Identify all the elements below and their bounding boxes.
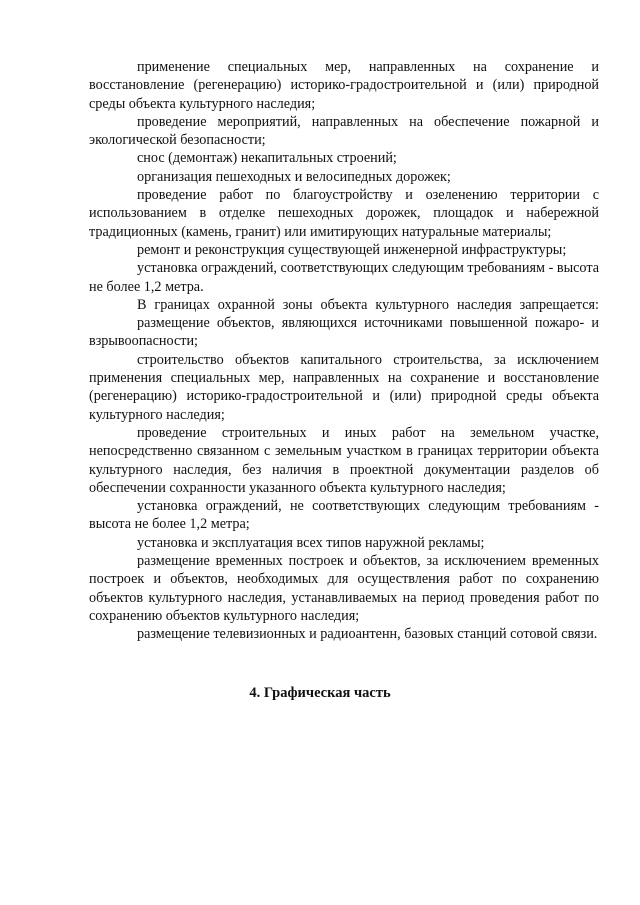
paragraph-advertising: установка и эксплуатация всех типов наружной рекламы; (137, 534, 485, 551)
paragraph-fences-allowed: установка ограждений, соответствующих следующим требованиям - высота не более 1,2 метра. (89, 260, 599, 295)
paragraph-demolition: снос (демонтаж) некапитальных строений; (137, 150, 397, 167)
paragraph-fences-prohibited: установка ограждений, не соответствующих следующим требованиям - высота не более 1,2 метра; (89, 498, 599, 533)
section-heading: 4. Графическая часть (249, 685, 391, 701)
paragraph-construction-works: проведение строительных и иных работ на земельном участке, непосредственно связанном с земельным участком в границах территории объекта культурного наследия, без наличия в проектной документации разделов об обеспечении сохранности указанного объекта культурного наследия; (89, 424, 599, 496)
paragraph-temporary-buildings: размещение временных построек и объектов, за исключением временных построек и объектов, необходимых для осуществления работ по сохранению объектов культурного наследия, устанавливаемых на период проведения работ по сохранению объектов культурного наследия; (89, 553, 599, 624)
paragraph-capital-construction: строительство объектов капитального строительства, за исключением применения специальных мер, направленных на сохранение и восстановление (регенерацию) историко-градостроительной и (или) природной среды объекта культурного наследия; (89, 351, 599, 423)
paragraph-prohibited-intro: В границах охранной зоны объекта культурного наследия запрещается: (137, 296, 599, 313)
paragraph-paths: организация пешеходных и велосипедных дорожек; (137, 168, 451, 185)
paragraph-antennas: размещение телевизионных и радиоантенн, базовых станций сотовой связи. (137, 626, 598, 643)
paragraph-special-measures: применение специальных мер, направленных на сохранение и восстановление (регенерацию) историко-градостроительной и (или) природной среды объекта культурного наследия; (89, 59, 599, 112)
document-body (89, 58, 599, 644)
paragraph-fire-hazard: размещение объектов, являющихся источниками повышенной пожаро- и взрывоопасности; (89, 315, 599, 350)
paragraph-infrastructure: ремонт и реконструкция существующей инженерной инфраструктуры; (137, 241, 567, 258)
paragraph-fire-safety: проведение мероприятий, направленных на обеспечение пожарной и экологической безопасности; (89, 113, 599, 149)
paragraph-landscaping: проведение работ по благоустройству и озеленению территории с использованием в отделке пешеходных дорожек, площадок и набережной традиционных (камень, гранит) или имитирующих натуральные материалы; (89, 187, 599, 240)
